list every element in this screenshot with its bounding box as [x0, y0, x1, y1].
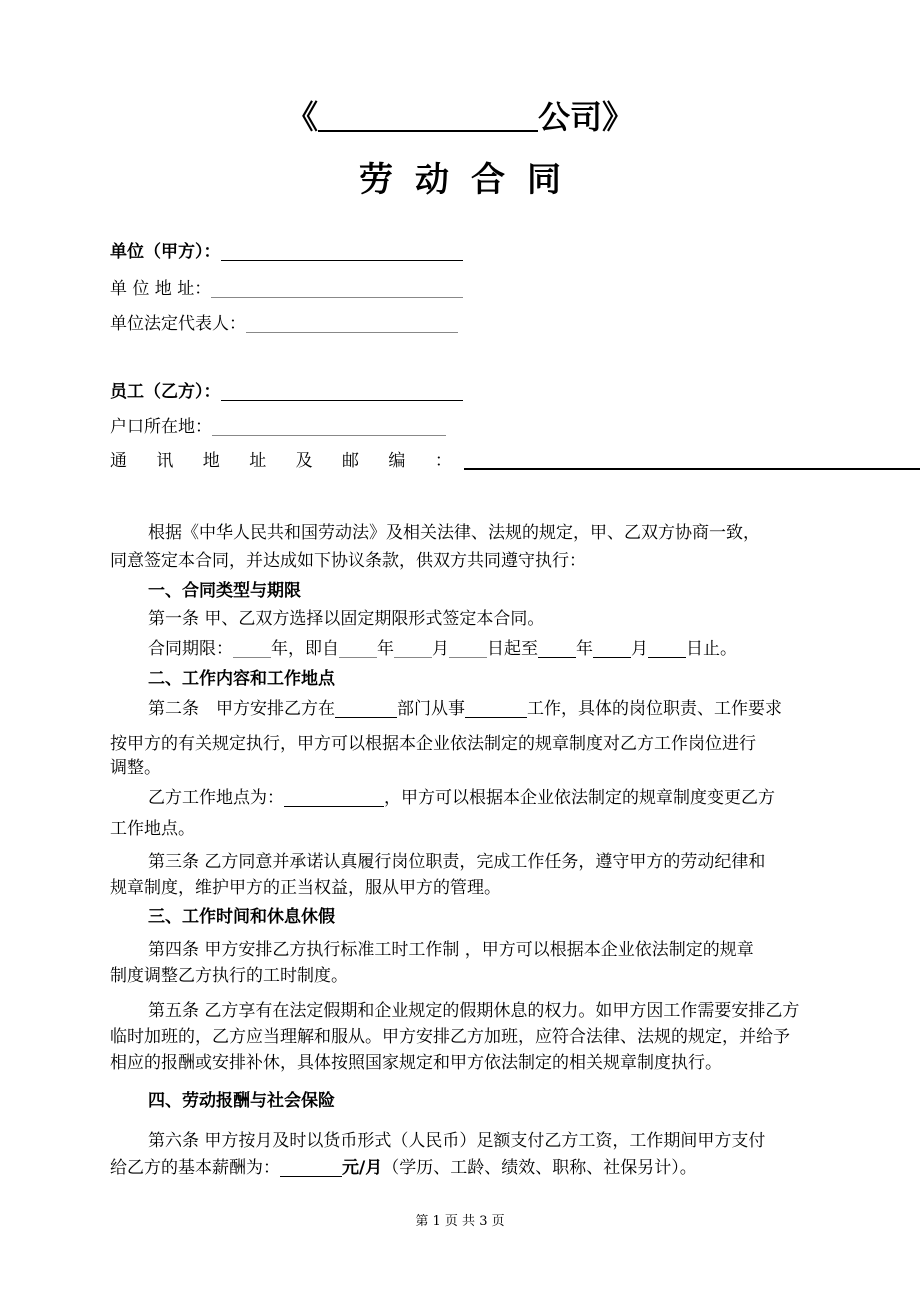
- employee-name-blank[interactable]: [221, 384, 463, 401]
- work-place-line-2: 工作地点。: [110, 819, 195, 839]
- work-place-label: 乙方工作地点为：: [148, 788, 284, 808]
- title-suffix: 公司》: [538, 98, 635, 136]
- start-year-label: 年: [377, 639, 394, 659]
- article-2-line-1: [148, 694, 782, 719]
- employee-label: 员工（乙方）：: [110, 382, 221, 402]
- employee-contact-row: [110, 446, 920, 471]
- employee-row: [110, 377, 463, 402]
- term-label: 合同期限：: [148, 639, 233, 659]
- salary-unit: 元/月: [342, 1158, 383, 1178]
- employer-label: 单位（甲方）：: [110, 242, 221, 262]
- employer-address-row: [110, 274, 463, 299]
- start-year-blank[interactable]: [339, 641, 377, 658]
- section-3-title: 三、工作时间和休息休假: [148, 907, 335, 927]
- employer-address-blank[interactable]: [211, 281, 463, 298]
- article-2-part-b: 部门从事: [397, 699, 465, 719]
- employee-contact-blank[interactable]: [464, 452, 920, 470]
- section-4-title: 四、劳动报酬与社会保险: [148, 1091, 335, 1111]
- salary-blank[interactable]: [280, 1160, 342, 1177]
- contract-heading: 劳动合同: [359, 160, 583, 200]
- employer-rep-blank[interactable]: [246, 316, 458, 333]
- article-5-line-2: 临时加班的，乙方应当理解和服从。甲方安排乙方加班，应符合法律、法规的规定，并给予: [110, 1027, 790, 1047]
- section-1-title: 一、合同类型与期限: [148, 581, 301, 601]
- article-3-line-2: 规章制度，维护甲方的正当权益，服从甲方的管理。: [110, 878, 501, 898]
- employer-row: [110, 237, 463, 262]
- start-day-blank[interactable]: [449, 641, 487, 658]
- title-prefix: 《: [285, 98, 318, 136]
- intro-line-2: 同意签定本合同，并达成如下协议条款，供双方共同遵守执行：: [110, 551, 586, 571]
- end-day-label: 日止。: [686, 639, 737, 659]
- end-year-label: 年: [576, 639, 593, 659]
- article-5-line-1: 第五条 乙方享有在法定假期和企业规定的假期休息的权力。如甲方因工作需要安排乙方: [148, 1001, 800, 1021]
- start-month-blank[interactable]: [394, 641, 432, 658]
- article-2-line-3: 调整。: [110, 758, 161, 778]
- employee-hukou-blank[interactable]: [212, 419, 446, 436]
- article-3-line-1: 第三条 乙方同意并承诺认真履行岗位职责，完成工作任务，遵守甲方的劳动纪律和: [148, 852, 766, 872]
- employee-hukou-label: 户口所在地：: [110, 417, 212, 437]
- department-blank[interactable]: [335, 701, 397, 718]
- article-5-line-3: 相应的报酬或安排补休，具体按照国家规定和甲方依法制定的相关规章制度执行。: [110, 1053, 722, 1073]
- section-2-title: 二、工作内容和工作地点: [148, 669, 335, 689]
- employer-rep-label: 单位法定代表人：: [110, 314, 246, 334]
- employee-hukou-row: [110, 412, 446, 437]
- employee-contact-label: 通 讯 地 址 及 邮 编 ：: [110, 451, 464, 471]
- employer-address-label: 单 位 地 址：: [110, 279, 212, 299]
- work-place-blank[interactable]: [284, 790, 384, 807]
- company-title: [0, 92, 920, 138]
- employer-rep-row: [110, 309, 458, 334]
- page-footer: 第 1 页 共 3 页: [415, 1214, 505, 1229]
- end-day-blank[interactable]: [648, 641, 686, 658]
- article-4-line-1: 第四条 甲方安排乙方执行标准工时工作制 ，甲方可以根据本企业依法制定的规章: [148, 940, 754, 960]
- article-2-part-a: 第二条 甲方安排乙方在: [148, 699, 335, 719]
- end-year-blank[interactable]: [538, 641, 576, 658]
- end-month-label: 月: [631, 639, 648, 659]
- job-blank[interactable]: [465, 701, 527, 718]
- work-place-rest: ，甲方可以根据本企业依法制定的规章制度变更乙方: [384, 788, 775, 808]
- article-1: 第一条 甲、乙双方选择以固定期限形式签定本合同。: [148, 609, 545, 629]
- start-day-label: 日起至: [487, 639, 538, 659]
- employer-name-blank[interactable]: [221, 244, 463, 261]
- intro-line-1: 根据《中华人民共和国劳动法》及相关法律、法规的规定，甲、乙双方协商一致，: [148, 523, 760, 543]
- start-month-label: 月: [432, 639, 449, 659]
- salary-label: 给乙方的基本薪酬为：: [110, 1158, 280, 1178]
- article-2-line-2: 按甲方的有关规定执行，甲方可以根据本企业依法制定的规章制度对乙方工作岗位进行: [110, 734, 756, 754]
- salary-note: （学历、工龄、绩效、职称、社保另计）。: [382, 1158, 697, 1178]
- term-from-label: 年，即自: [271, 639, 339, 659]
- contract-term-row: [148, 634, 737, 659]
- term-years-blank[interactable]: [233, 641, 271, 658]
- article-6-line-1: 第六条 甲方按月及时以货币形式（人民币）足额支付乙方工资，工作期间甲方支付: [148, 1131, 766, 1151]
- end-month-blank[interactable]: [593, 641, 631, 658]
- company-name-blank[interactable]: [318, 98, 538, 132]
- work-place-line-1: [148, 783, 775, 808]
- article-4-line-2: 制度调整乙方执行的工时制度。: [110, 966, 348, 986]
- article-2-part-c: 工作，具体的岗位职责、工作要求: [527, 699, 782, 719]
- article-6-line-2: [110, 1153, 697, 1178]
